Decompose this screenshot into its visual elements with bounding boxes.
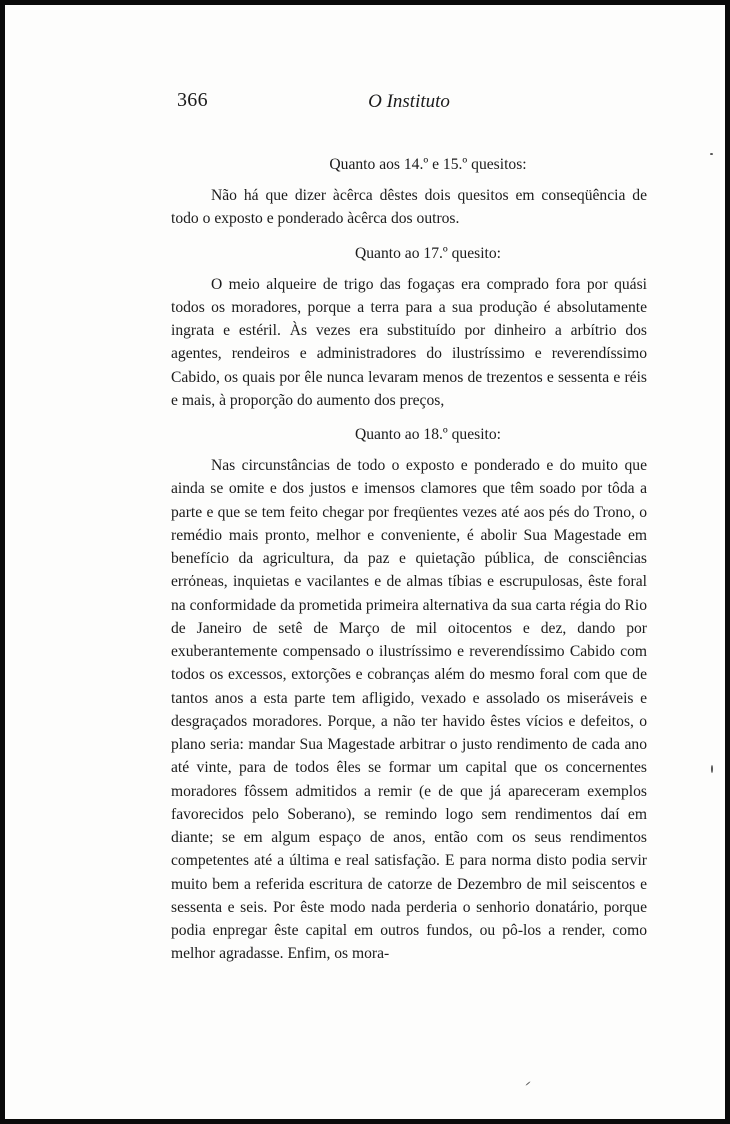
section-heading-17: Quanto ao 17.º quesito: [354,244,502,262]
paragraph-17: O meio alqueire de trigo das fogaças era comprado fora por quási todos os moradores, porque a terra para a sua produção é absolutamente ingrata e estéril. Às vezes era substituído por dinheiro a arbítrio dos agentes, rendeiros e administradores do ilustríssimo e reverendíssimo Cabido, os quais por êle nunca levaram menos de trezentos e sessenta e réis e mais, à proporção do aumento dos preços, [171,275,647,409]
section-heading-18: Quanto ao 18.º quesito: [354,426,502,443]
paper-speck [710,153,713,155]
page-header [171,85,647,115]
running-title: O Instituto [368,91,450,112]
page-number: 366 [177,89,208,111]
paragraph-18: Nas circunstâncias de todo o exposto e ponderado e do muito que ainda se omite e dos justos e imensos clamores que têm soado por tôda a parte e que se tem feito chegar por freqüentes vezes até aos pés do Trono, o remédio mais pronto, melhor e conveniente, é abolir Sua Magestade em benefício da agricultura, da paz e quietação pública, de consciências errόneas, inquietas e vacilantes e de almas tíbias e escrupulosas, êste foral na conformidade da prometida primeira alternativa da sua carta régia do Rio de Janeiro de setê de Março de mil oitocentos e dez, dando por exuberantemente compensado o ilustríssimo e reverendíssimo Cabido com todos os excessos, extorções e cobranças além do mesmo foral com que de tantos anos a esta parte tem afligido, vexado e assolado os miseráveis e desgraçados moradores. Porque, a não ter havido êstes vícios e defeitos, o plano seria: mandar Sua Magestade arbitrar o justo rendimento de cada ano até vinte, para de todos êles se formar um capital que os concernentes moradores fôssem admitidos a remir (e de que já apareceram exemplos favorecidos pelo Soberano), se remindo logo sem rendimentos daí em diante; se em algum espaço de anos, então com os seus rendimentos competentes até a última e real satisfação. E para norma disto podia servir muito bem a referida escritura de catorze de Dezembro de mil seiscentos e sessenta e seis. Por êste modo nada perderia o senhorio donatário, porque podia enpregar êste capital em outros fundos, ou pô-los a render, como melhor agradasse. Enfim, os mora- [171,457,647,963]
body-text [171,153,647,966]
paper-speck [711,765,713,773]
section-heading-14-15: Quanto aos 14.º e 15.º quesitos: [329,156,527,173]
paragraph-14-15: Não há que dizer àcêrca dêstes dois quesitos em conseqüência de todo o exposto e ponderado àcêrca dos outros. [171,187,647,228]
paper-speck [525,1081,530,1086]
